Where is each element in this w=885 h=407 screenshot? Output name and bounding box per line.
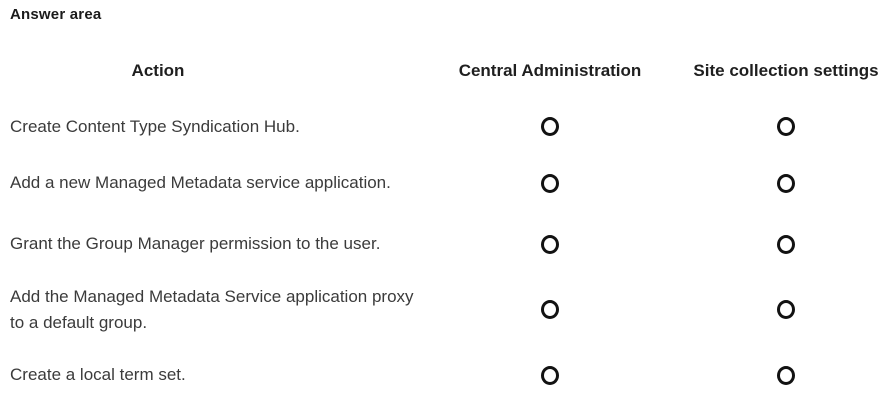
- site-collection-cell: [645, 366, 885, 385]
- central-administration-radio[interactable]: [541, 117, 559, 136]
- site-collection-radio[interactable]: [777, 117, 795, 136]
- table-row: [0, 99, 885, 154]
- central-administration-cell: [455, 117, 645, 136]
- action-label: Add a new Managed Metadata service application.: [10, 173, 391, 192]
- central-administration-cell: [455, 235, 645, 254]
- site-collection-radio[interactable]: [777, 174, 795, 193]
- action-label: Create a local term set.: [10, 365, 186, 384]
- site-collection-radio[interactable]: [777, 300, 795, 319]
- site-collection-cell: [645, 300, 885, 319]
- central-administration-radio[interactable]: [541, 235, 559, 254]
- table-row: [0, 343, 885, 407]
- central-administration-cell: [455, 366, 645, 385]
- answer-area-label: Answer area: [10, 6, 102, 23]
- table-row: [0, 276, 885, 343]
- action-label: Add the Managed Metadata Service application proxy to a default group.: [10, 286, 414, 332]
- site-collection-cell: [645, 174, 885, 193]
- central-administration-column-header: Central Administration: [458, 61, 642, 80]
- site-collection-cell: [645, 235, 885, 254]
- table-header-row: [0, 43, 885, 99]
- central-administration-radio[interactable]: [541, 174, 559, 193]
- table-row: [0, 154, 885, 212]
- site-collection-cell: [645, 117, 885, 136]
- action-column-header: Action: [131, 61, 185, 80]
- central-administration-radio[interactable]: [541, 366, 559, 385]
- central-administration-radio[interactable]: [541, 300, 559, 319]
- central-administration-cell: [455, 300, 645, 319]
- site-collection-radio[interactable]: [777, 366, 795, 385]
- site-collection-settings-column-header: Site collection settings: [693, 61, 879, 80]
- central-administration-cell: [455, 174, 645, 193]
- site-collection-radio[interactable]: [777, 235, 795, 254]
- table-row: [0, 212, 885, 276]
- action-label: Create Content Type Syndication Hub.: [10, 116, 300, 136]
- action-label: Grant the Group Manager permission to the user.: [10, 234, 381, 253]
